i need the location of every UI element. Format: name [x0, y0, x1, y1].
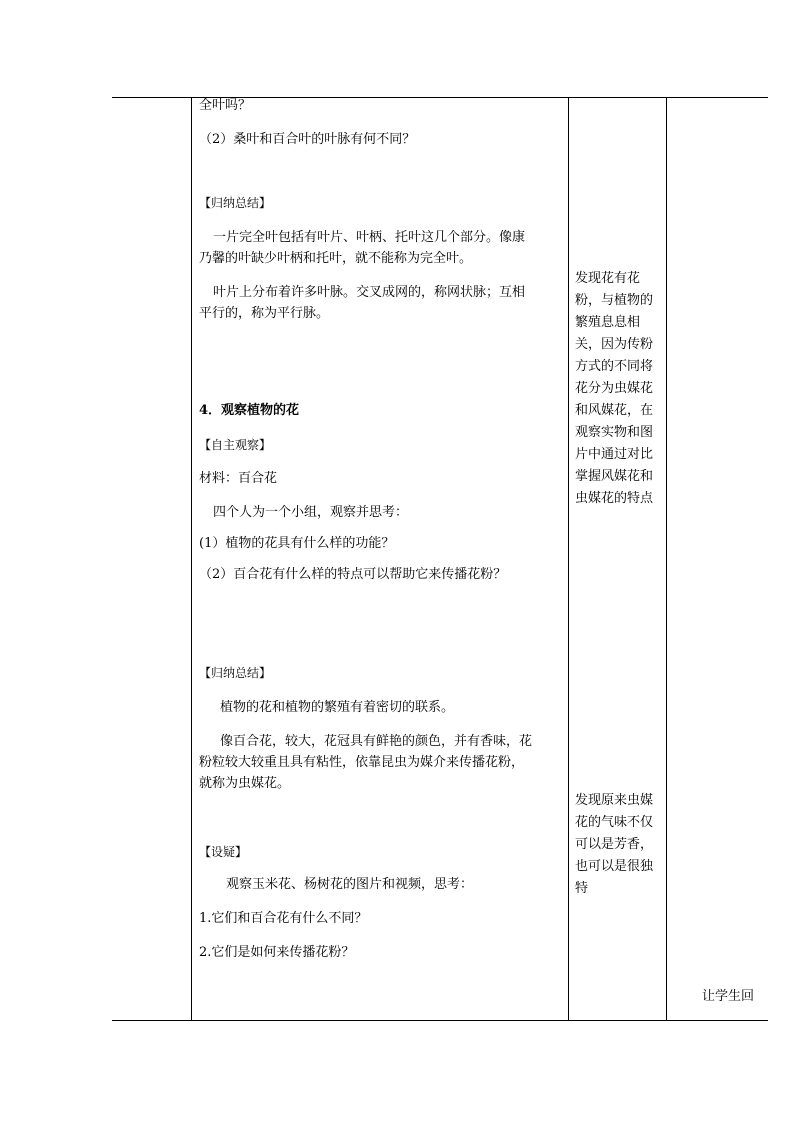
summary-text: 粉粒较大较重且具有粘性，依靠昆虫为媒介来传播花粉， [199, 755, 525, 770]
side-note: 发现花有花粉，与植物的繁殖息息相关，因为传粉方式的不同将花分为虫媒花和风媒花，在观察实物和图片中通过对比掌握风媒花和虫媒花的特点 [575, 271, 654, 506]
observe-task: 观察玉米花、杨树花的图片和视频，思考： [226, 877, 474, 892]
self-observation-label: 【自主观察】 [199, 438, 272, 452]
question-a: 1.它们和百合花有什么不同？ [199, 911, 368, 926]
question-label: 【设疑】 [199, 845, 248, 859]
summary-text: 平行的，称为平行脉。 [199, 306, 330, 321]
summary-text: 像百合花，较大，花冠具有鲜艳的颜色，并有香味，花 [220, 734, 533, 749]
summary-text: 乃馨的叶缺少叶柄和托叶，就不能称为完全叶。 [199, 251, 473, 266]
leaf-question-2: （2）桑叶和百合叶的叶脉有何不同？ [199, 132, 416, 147]
flower-question-1: (1）植物的花具有什么样的功能？ [199, 536, 395, 551]
summary-text: 叶片上分布着许多叶脉。交叉成网的，称网状脉；互相 [213, 285, 526, 300]
summary-text: 一片完全叶包括有叶片、叶柄、托叶这几个部分。像康 [213, 230, 526, 245]
section-title: 4．观察植物的花 [199, 403, 300, 418]
flower-question-2: （2）百合花有什么样的特点可以帮助它来传播花粉？ [199, 567, 507, 582]
column-divider-2 [568, 97, 569, 1021]
column-divider-3 [666, 97, 667, 1021]
side-note: 发现原来虫媒花的气味不仅可以是芳香，也可以是很独特 [575, 793, 654, 896]
continuation-line: 全叶吗？ [199, 98, 252, 113]
summary-label: 【归纳总结】 [199, 666, 272, 680]
summary-label: 【归纳总结】 [199, 196, 272, 210]
summary-text: 植物的花和植物的繁殖有着密切的联系。 [220, 700, 455, 715]
question-b: 2.它们是如何来传播花粉？ [199, 945, 355, 960]
table-bottom-border [112, 1020, 768, 1021]
material-line: 材料：百合花 [199, 471, 278, 486]
group-task: 四个人为一个小组，观察并思考： [213, 505, 409, 520]
right-column-text: 让学生回 [702, 989, 755, 1004]
column-divider-1 [191, 97, 192, 1021]
summary-text: 就称为虫媒花。 [199, 776, 291, 791]
